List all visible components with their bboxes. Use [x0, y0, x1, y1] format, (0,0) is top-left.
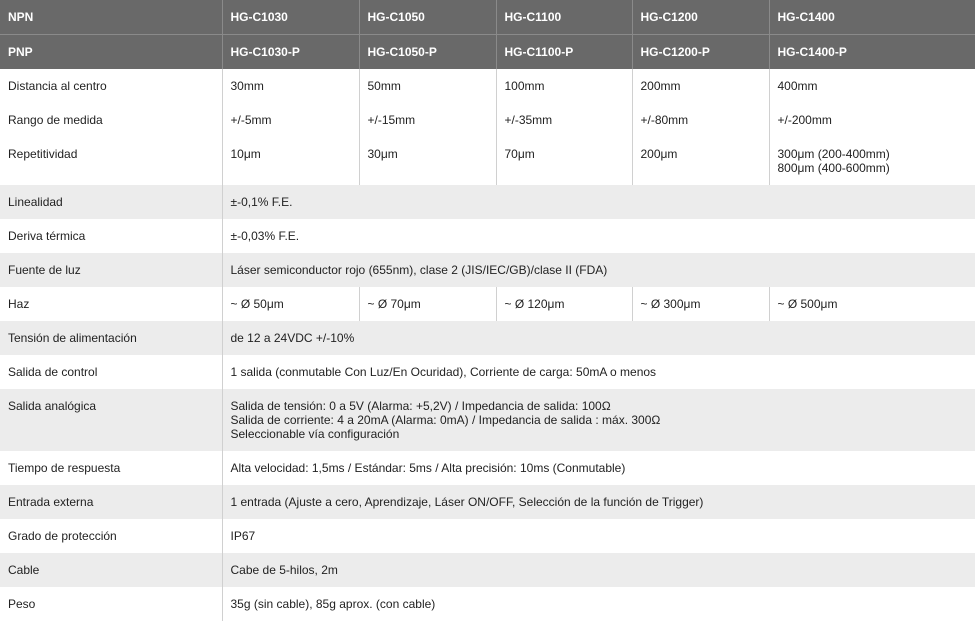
row-label: Rango de medida	[0, 103, 222, 137]
row-label: Cable	[0, 553, 222, 587]
row-label: Tensión de alimentación	[0, 321, 222, 355]
table-row	[0, 355, 975, 389]
table-cell: Láser semiconductor rojo (655nm), clase 2 (JIS/IEC/GB)/clase II (FDA)	[222, 253, 975, 287]
table-cell	[769, 137, 975, 185]
row-label: Grado de protección	[0, 519, 222, 553]
table-row	[0, 219, 975, 253]
table-cell: 400mm	[777, 79, 818, 93]
table-row	[0, 287, 975, 321]
header-cell: HG-C1400-P	[769, 35, 975, 70]
header-cell: HG-C1200-P	[632, 35, 769, 70]
header-cell: PNP	[0, 35, 222, 70]
row-label: Deriva térmica	[0, 219, 222, 253]
row-label: Fuente de luz	[0, 253, 222, 287]
table-cell: Cabe de 5-hilos, 2m	[222, 553, 975, 587]
table-cell: ~ Ø 50μm	[222, 287, 359, 321]
header-cell: NPN	[0, 0, 222, 35]
table-cell: de 12 a 24VDC +/-10%	[222, 321, 975, 355]
header-cell: HG-C1200	[632, 0, 769, 35]
table-row	[0, 185, 975, 219]
table-cell: +/-5mm	[222, 103, 359, 137]
row-label: Peso	[0, 587, 222, 621]
table-cell: +/-80mm	[632, 103, 769, 137]
table-cell: 200mm	[632, 69, 769, 103]
table-cell: 1 salida (conmutable Con Luz/En Ocuridad), Corriente de carga: 50mA o menos	[230, 365, 657, 379]
table-cell: +/-35mm	[496, 103, 632, 137]
table-cell: +/-200mm	[777, 113, 832, 127]
cell-line: Salida de tensión: 0 a 5V (Alarma: +5,2V) / Impedancia de salida: 100Ω	[230, 399, 611, 413]
header-cell: HG-C1400	[769, 0, 975, 35]
row-label: Salida de control	[0, 355, 222, 389]
table-cell: +/-15mm	[359, 103, 496, 137]
table-cell: 70μm	[496, 137, 632, 185]
table-row	[0, 451, 975, 485]
header-cell: HG-C1030-P	[222, 35, 359, 70]
table-cell: 35g (sin cable), 85g aprox. (con cable)	[230, 597, 436, 611]
cell-line: 800μm (400-600mm)	[777, 161, 890, 175]
header-cell: HG-C1100-P	[496, 35, 632, 70]
row-label: Distancia al centro	[0, 69, 222, 103]
table-cell: ~ Ø 300μm	[632, 287, 769, 321]
row-label: Haz	[0, 287, 222, 321]
table-row	[0, 69, 975, 103]
table-row	[0, 137, 975, 185]
table-row	[0, 519, 975, 553]
table-row	[0, 587, 975, 621]
table-row	[0, 253, 975, 287]
row-label: Salida analógica	[0, 389, 222, 451]
table-row	[0, 553, 975, 587]
table-cell: 1 entrada (Ajuste a cero, Aprendizaje, Láser ON/OFF, Selección de la función de Trigger)	[222, 485, 975, 519]
table-cell: Alta velocidad: 1,5ms / Estándar: 5ms / Alta precisión: 10ms (Conmutable)	[230, 461, 626, 475]
table-cell: 50mm	[359, 69, 496, 103]
table-cell: ~ Ø 500μm	[777, 297, 838, 311]
cell-line: 300μm (200-400mm)	[777, 147, 890, 161]
header-cell: HG-C1050-P	[359, 35, 496, 70]
table-row	[0, 103, 975, 137]
header-cell: HG-C1050	[359, 0, 496, 35]
header-cell: HG-C1030	[222, 0, 359, 35]
table-cell: 30mm	[222, 69, 359, 103]
table-cell: ~ Ø 70μm	[359, 287, 496, 321]
table-row	[0, 389, 975, 451]
cell-line: Seleccionable vía configuración	[230, 427, 400, 441]
table-cell: ~ Ø 120μm	[496, 287, 632, 321]
table-cell: ±-0,03% F.E.	[230, 229, 300, 243]
header-cell: HG-C1100	[496, 0, 632, 35]
row-label: Entrada externa	[0, 485, 222, 519]
table-cell: IP67	[230, 529, 256, 543]
header-row-pnp	[0, 35, 975, 70]
table-cell	[222, 389, 975, 451]
header-row-npn	[0, 0, 975, 35]
table-row	[0, 321, 975, 355]
table-cell: 100mm	[496, 69, 632, 103]
cell-line: Salida de corriente: 4 a 20mA (Alarma: 0mA) / Impedancia de salida : máx. 300Ω	[230, 413, 661, 427]
row-label: Linealidad	[0, 185, 222, 219]
row-label: Tiempo de respuesta	[0, 451, 222, 485]
table-cell: 10μm	[222, 137, 359, 185]
table-row	[0, 485, 975, 519]
table-cell: 30μm	[359, 137, 496, 185]
table-cell: ±-0,1% F.E.	[222, 185, 975, 219]
row-label: Repetitividad	[0, 137, 222, 185]
table-cell: 200μm	[632, 137, 769, 185]
